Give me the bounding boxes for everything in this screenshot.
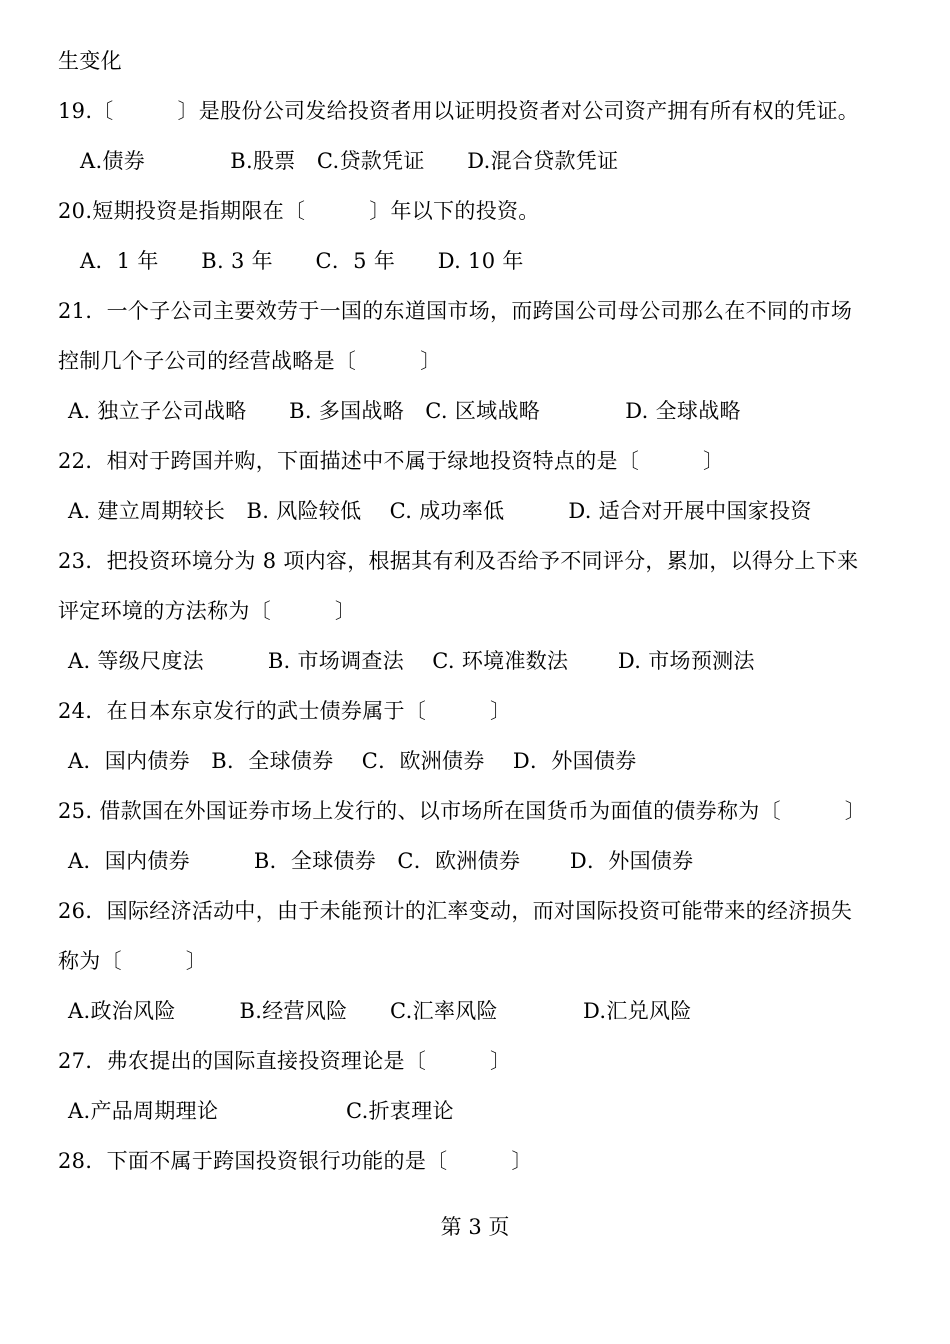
options-24: A．国内债券 B．全球债券 C．欧洲债券 D．外国债券 (68, 749, 637, 773)
options-23: A. 等级尺度法 B. 市场调查法 C. 环境准数法 D. 市场预测法 (68, 649, 755, 673)
options-20: A．1 年 B. 3 年 C．5 年 D. 10 年 (80, 249, 524, 273)
options-27: A.产品周期理论 C.折衷理论 (68, 1099, 454, 1123)
options-26: A.政治风险 B.经营风险 C.汇率风险 D.汇兑风险 (68, 999, 692, 1023)
text-line: 生变化 (58, 49, 122, 73)
page-number: 第 3 页 (440, 1215, 510, 1239)
question-23: 23．把投资环境分为 8 项内容，根据其有利及否给予不同评分，累加，以得分上下来 (58, 549, 859, 573)
question-28: 28．下面不属于跨国投资银行功能的是〔 〕 (58, 1149, 533, 1173)
options-19: A.债券 B.股票 C.贷款凭证 D.混合贷款凭证 (80, 149, 619, 173)
question-26-cont: 称为〔 〕 (58, 949, 208, 973)
options-21: A. 独立子公司战略 B. 多国战略 C. 区域战略 D. 全球战略 (68, 399, 741, 423)
question-21: 21．一个子公司主要效劳于一国的东道国市场，而跨国公司母公司那么在不同的市场 (58, 299, 853, 323)
question-22: 22．相对于跨国并购，下面描述中不属于绿地投资特点的是〔 〕 (58, 449, 725, 473)
question-26: 26．国际经济活动中，由于未能预计的汇率变动，而对国际投资可能带来的经济损失 (58, 899, 853, 923)
options-22: A. 建立周期较长 B. 风险较低 C. 成功率低 D. 适合对开展中国家投资 (68, 499, 812, 523)
question-27: 27．弗农提出的国际直接投资理论是〔 〕 (58, 1049, 512, 1073)
question-24: 24．在日本东京发行的武士债券属于〔 〕 (58, 699, 512, 723)
question-23-cont: 评定环境的方法称为〔 〕 (58, 599, 357, 623)
options-25: A．国内债券 B．全球债券 C．欧洲债券 D．外国债券 (68, 849, 694, 873)
question-20: 20.短期投资是指期限在〔 〕年以下的投资。 (58, 199, 540, 223)
question-21-cont: 控制几个子公司的经营战略是〔 〕 (58, 349, 442, 373)
question-19: 19.〔 〕是股份公司发给投资者用以证明投资者对公司资产拥有所有权的凭证。 (58, 99, 860, 123)
question-25: 25. 借款国在外国证券市场上发行的、以市场所在国货币为面值的债券称为〔 〕 (58, 799, 867, 823)
